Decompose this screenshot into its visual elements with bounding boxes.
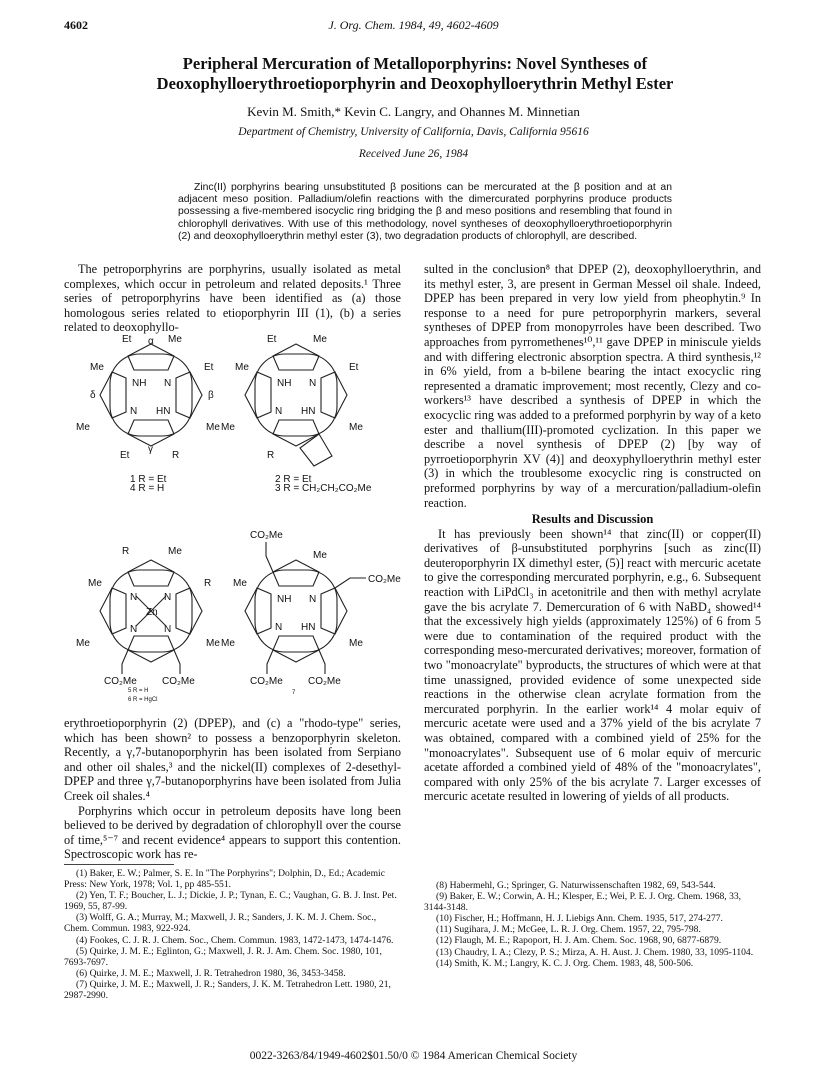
compound-legend: 1 R = Et bbox=[130, 474, 167, 485]
substituent-label: Me bbox=[76, 422, 90, 433]
paragraph: Porphyrins which occur in petroleum deposits have long been believed to be derived by degradation of chlorophyll over the course of time,⁵⁻⁷ and recent evidence⁴ appears to support this contention. Spectroscopic work has re- bbox=[64, 803, 401, 862]
compound-legend: 6 R = HgCl bbox=[128, 697, 158, 703]
ester-label: CO₂Me bbox=[250, 530, 283, 541]
pyrrole-ring bbox=[176, 588, 202, 634]
authors: Kevin M. Smith,* Kevin C. Langry, and Ohannes M. Minnetian bbox=[247, 104, 580, 119]
substituent-label: Et bbox=[122, 334, 132, 345]
metalloporphyrin-structures-svg bbox=[70, 528, 400, 686]
propionate-chain bbox=[319, 650, 325, 674]
substituent-label: Me bbox=[206, 422, 220, 433]
pyrrole-ring bbox=[128, 344, 174, 370]
nh-label: NH bbox=[277, 594, 292, 605]
ester-label: CO₂Me bbox=[104, 676, 137, 687]
substituent-label: R bbox=[122, 546, 130, 557]
acrylate-chain bbox=[266, 542, 273, 572]
substituent-label: Me bbox=[88, 578, 102, 589]
n-label: N bbox=[309, 378, 317, 389]
nh-label: NH bbox=[277, 378, 292, 389]
compound-legend: 4 R = H bbox=[130, 483, 165, 494]
substituent-label: Me bbox=[313, 550, 327, 561]
abstract: Zinc(II) porphyrins bearing unsubstituted β positions can be mercurated at the β position and at an adjacent meso position. Palladium/olefin reactions with the dimercurated porphyrins produce products possessing a five-membered isocyclic ring bridging the β and meso positions and resembling that found in chlorophyll derivatives. With use of this methodology, novel syntheses of deoxophylloerythroetioporphyrin (2) and deoxophylloerythrin methyl ester (3), two degradation products of chlorophyll, are described. bbox=[178, 182, 672, 242]
footnote: (8) Habermehl, G.; Springer, G. Naturwissenschaften 1982, 69, 543-544. bbox=[436, 880, 716, 891]
hn-label: HN bbox=[156, 406, 171, 417]
meso-label: β bbox=[208, 390, 214, 401]
substituent-label: Me bbox=[313, 334, 327, 345]
title-line-2: Deoxophylloerythroetioporphyrin and Deoxophylloerythrin Methyl Ester bbox=[156, 74, 674, 93]
substituent-label: Me bbox=[168, 334, 182, 345]
footnote: (5) Quirke, J. M. E.; Eglinton, G.; Maxwell, J. R. J. Am. Chem. Soc. 1980, 101, 7693-7697. bbox=[64, 945, 382, 968]
compound-legend: 5 R = H bbox=[128, 688, 149, 694]
n-label: N bbox=[164, 624, 172, 635]
substituent-label: Me bbox=[76, 638, 90, 649]
figure-structures-5-7 bbox=[70, 528, 400, 686]
footnotes-left bbox=[64, 868, 401, 1001]
pyrrole-ring bbox=[128, 420, 174, 446]
pyrrole-ring bbox=[100, 588, 126, 634]
footnote: (13) Chaudry, I. A.; Clezy, P. S.; Mirza, A. H. Aust. J. Chem. 1980, 33, 1095-1104. bbox=[436, 946, 754, 958]
paragraph: erythroetioporphyrin (2) (DPEP), and (c) a "rhodo-type" series, which has been shown² to possess a benzoporphyrin skeleton. Recently, a γ,7-butanoporphyrin has been isolated from Serpiano and other oil shales,³ and the nickel(II) complexes of 2-desethyl-DPEP and three γ,7-butanoporphyrins have been isolated from Julia Creek oil shales.⁴ bbox=[64, 716, 401, 803]
footnotes-right bbox=[424, 880, 761, 969]
isocyclic-ring bbox=[300, 434, 332, 466]
substituent-label: Me bbox=[221, 638, 235, 649]
compound-legend: 3 R = CH₂CH₂CO₂Me bbox=[275, 483, 372, 494]
substituent-label: Me bbox=[168, 546, 182, 557]
nh-label: NH bbox=[132, 378, 147, 389]
pyrrole-ring bbox=[273, 420, 319, 446]
figure-structures-1-2 bbox=[70, 332, 400, 532]
ester-label: CO₂Me bbox=[368, 574, 401, 585]
macrocycle-ring bbox=[255, 354, 337, 436]
substituent-label: Et bbox=[204, 362, 214, 373]
substituent-label: Me bbox=[233, 578, 247, 589]
substituent-label: R bbox=[204, 578, 212, 589]
n-label: N bbox=[130, 592, 138, 603]
footnote-rule bbox=[64, 864, 174, 865]
footnote: (9) Baker, E. W.; Corwin, A. H.; Klesper, E.; Wei, P. E. J. Org. Chem. 1968, 33, 3144-3148. bbox=[424, 891, 742, 914]
footnote: (11) Sugihara, J. M.; McGee, L. R. J. Org. Chem. 1957, 22, 795-798. bbox=[436, 924, 701, 936]
article-title bbox=[90, 54, 740, 94]
macrocycle-ring bbox=[110, 354, 192, 436]
pyrrole-ring bbox=[273, 636, 319, 662]
substituent-label: Me bbox=[90, 362, 104, 373]
n-label: N bbox=[164, 592, 172, 603]
left-column-bottom bbox=[64, 716, 401, 862]
paragraph: It has previously been shown¹⁴ that zinc(II) or copper(II) derivatives of β-unsubstituted porphyrins [such as zinc(II) deuteroporphyrin IX dimethyl ester, (5)] react with mercuric acetate to give the corresponding mercurated porphyrin, e.g., 6. Subsequent reaction with LiPdCl₃ in acetonitrile and then with methyl acrylate gave the bis acrylate 7. Demercuration of 6 with NaBD₄ showed¹⁴ that the excessively high yields (approximately 125%) of 6 from 5 were due to contamination of the required product with the corresponding meso-mercurated derivatives; moreover, formation of two "monoacrylate" byproducts, the structures of which were at that time unassigned, provided evidence of some unexpected side reactions in the otherwise clean acrylate formation from the mercurated porphyrin. In the earlier work¹⁴ 4 molar equiv of mercuric acetate were used and a 37% yield of the bis acrylate 7 was obtained, compared with a combined yield of 25% for the "monoacrylates". Subsequent use of 6 molar equiv of mercuric acetate afforded a combined yield of 48% of the "monoacrylates", compared with only 25% of the bis acrylate 7. Larger excesses of mercuric acetate resulted in lowering of yields of all products. bbox=[424, 526, 761, 804]
ester-label: CO₂Me bbox=[308, 676, 341, 687]
substituent-label: Me bbox=[349, 422, 363, 433]
meso-label: δ bbox=[90, 390, 96, 401]
pyrrole-ring bbox=[321, 588, 347, 634]
n-label: N bbox=[164, 378, 172, 389]
substituent-label: Et bbox=[349, 362, 359, 373]
compound-legend: 7 bbox=[292, 690, 296, 696]
pyrrole-ring bbox=[100, 372, 126, 418]
journal-citation: J. Org. Chem. 1984, 49, 4602-4609 bbox=[328, 18, 499, 32]
paragraph: The petroporphyrins are porphyrins, usually isolated as metal complexes, which occur in petroleum and related deposits.¹ Three series of petroporphyrins have been identified as (a) those homologous series related to etioporphyrin III (1), (b) a series related to deoxophyllo- bbox=[64, 262, 401, 335]
footnote: (14) Smith, K. M.; Langry, K. C. J. Org. Chem. 1983, 48, 500-506. bbox=[436, 957, 694, 969]
substituent-label: Et bbox=[267, 334, 277, 345]
n-label: N bbox=[130, 406, 138, 417]
footnote: (10) Fischer, H.; Hoffmann, H. J. Liebigs Ann. Chem. 1935, 517, 274-277. bbox=[436, 913, 723, 925]
title-line-1: Peripheral Mercuration of Metalloporphyrins: Novel Syntheses of bbox=[182, 54, 648, 73]
affiliation: Department of Chemistry, University of California, Davis, California 95616 bbox=[238, 126, 589, 138]
footnote: (3) Wolff, G. A.; Murray, M.; Maxwell, J. R.; Sanders, J. K. M. J. Chem. Soc., Chem. Commun. 1983, 922-924. bbox=[64, 912, 377, 935]
meso-label: α bbox=[148, 336, 154, 347]
pyrrole-ring bbox=[128, 636, 174, 662]
n-label: N bbox=[130, 624, 138, 635]
n-label: N bbox=[275, 406, 283, 417]
n-label: N bbox=[309, 594, 317, 605]
substituent-label: Et bbox=[120, 450, 130, 461]
footnote: (1) Baker, E. W.; Palmer, S. E. In "The Porphyrins"; Dolphin, D., Ed.; Academic Press: New York, 1978; Vol. 1, pp 485-551. bbox=[64, 868, 385, 891]
pyrrole-ring bbox=[245, 588, 271, 634]
ester-label: CO₂Me bbox=[250, 676, 283, 687]
pyrrole-ring bbox=[321, 372, 347, 418]
paragraph: sulted in the conclusion⁸ that DPEP (2), deoxophylloerythrin, and its methyl ester, 3, are present in German Messel oil shale. Indeed, DPEP has been prepared in very low yield from pheophytin.⁹ In response to a need for pure petroporphyrin markers, several syntheses of DPEP from monopyrroles have been described. Two approaches from pyrromethenes¹⁰,¹¹ gave DPEP in miniscule yields and with differing electronic absorption spectra. A third synthesis,¹² in 6% yield, from a b-bilene bearing the intact exocyclic ring represented a dramatic improvement; most recently, Clezy and co-workers¹³ have described a synthesis of DPEP in which the exocyclic ring was added to a preformed porphyrin by way of a keto ester and thallium(III)-promoted cyclization. In this paper we describe a novel synthesis of DPEP (2) [by way of pyrroetioporphyrin XV (4)] and deoxyphylloerythrin methyl ester (3) in which the troublesome exocyclic ring is constructed on preformed porphyrins by way of a mercuration/palladium-olefin reaction. bbox=[424, 262, 761, 510]
metal-label: Zn bbox=[146, 607, 158, 618]
hn-label: HN bbox=[301, 622, 316, 633]
substituent-label: Me bbox=[221, 422, 235, 433]
pyrrole-ring bbox=[128, 560, 174, 586]
hn-label: HN bbox=[301, 406, 316, 417]
footnote: (7) Quirke, J. M. E.; Maxwell, J. R.; Sanders, J. K. M. Tetrahedron Lett. 1980, 21, 2987-2990. bbox=[64, 978, 391, 1002]
macrocycle-ring bbox=[255, 570, 337, 652]
pyrrole-ring bbox=[176, 372, 202, 418]
substituent-label: R bbox=[267, 450, 275, 461]
right-column bbox=[424, 262, 761, 804]
compound-legend: 2 R = Et bbox=[275, 474, 312, 485]
footnote: (4) Fookes, C. J. R. J. Chem. Soc., Chem. Commun. 1983, 1472-1473, 1474-1476. bbox=[76, 934, 394, 946]
page-number: 4602 bbox=[64, 18, 88, 32]
copyright-footer: 0022-3263/84/1949-4602$01.50/0 © 1984 American Chemical Society bbox=[249, 1050, 578, 1062]
substituent-label: Me bbox=[349, 638, 363, 649]
substituent-label: Me bbox=[206, 638, 220, 649]
pyrrole-ring bbox=[245, 372, 271, 418]
porphyrin-structures-svg bbox=[70, 332, 400, 532]
received-date: Received June 26, 1984 bbox=[358, 148, 469, 160]
footnote: (2) Yen, T. F.; Boucher, L. J.; Dickie, J. P.; Tynan, E. C.; Vaughan, G. B. J. Inst. Pet. 1969, 55, 87-99. bbox=[64, 890, 397, 913]
substituent-label: R bbox=[172, 450, 180, 461]
propionate-chain bbox=[267, 650, 273, 674]
footnote: (12) Flaugh, M. E.; Rapoport, H. J. Am. Chem. Soc. 1968, 90, 6877-6879. bbox=[436, 935, 722, 947]
footnote: (6) Quirke, J. M. E.; Maxwell, J. R. Tetrahedron 1980, 36, 3453-3458. bbox=[76, 967, 346, 979]
substituent-label: Me bbox=[235, 362, 249, 373]
pyrrole-ring bbox=[273, 560, 319, 586]
ester-label: CO₂Me bbox=[162, 676, 195, 687]
n-label: N bbox=[275, 622, 283, 633]
left-column-top bbox=[64, 262, 401, 335]
propionate-chain bbox=[122, 650, 128, 674]
pyrrole-ring bbox=[273, 344, 319, 370]
propionate-chain bbox=[174, 650, 180, 674]
section-heading: Results and Discussion bbox=[531, 512, 654, 527]
acrylate-chain bbox=[335, 578, 366, 588]
meso-label: γ bbox=[148, 444, 153, 455]
